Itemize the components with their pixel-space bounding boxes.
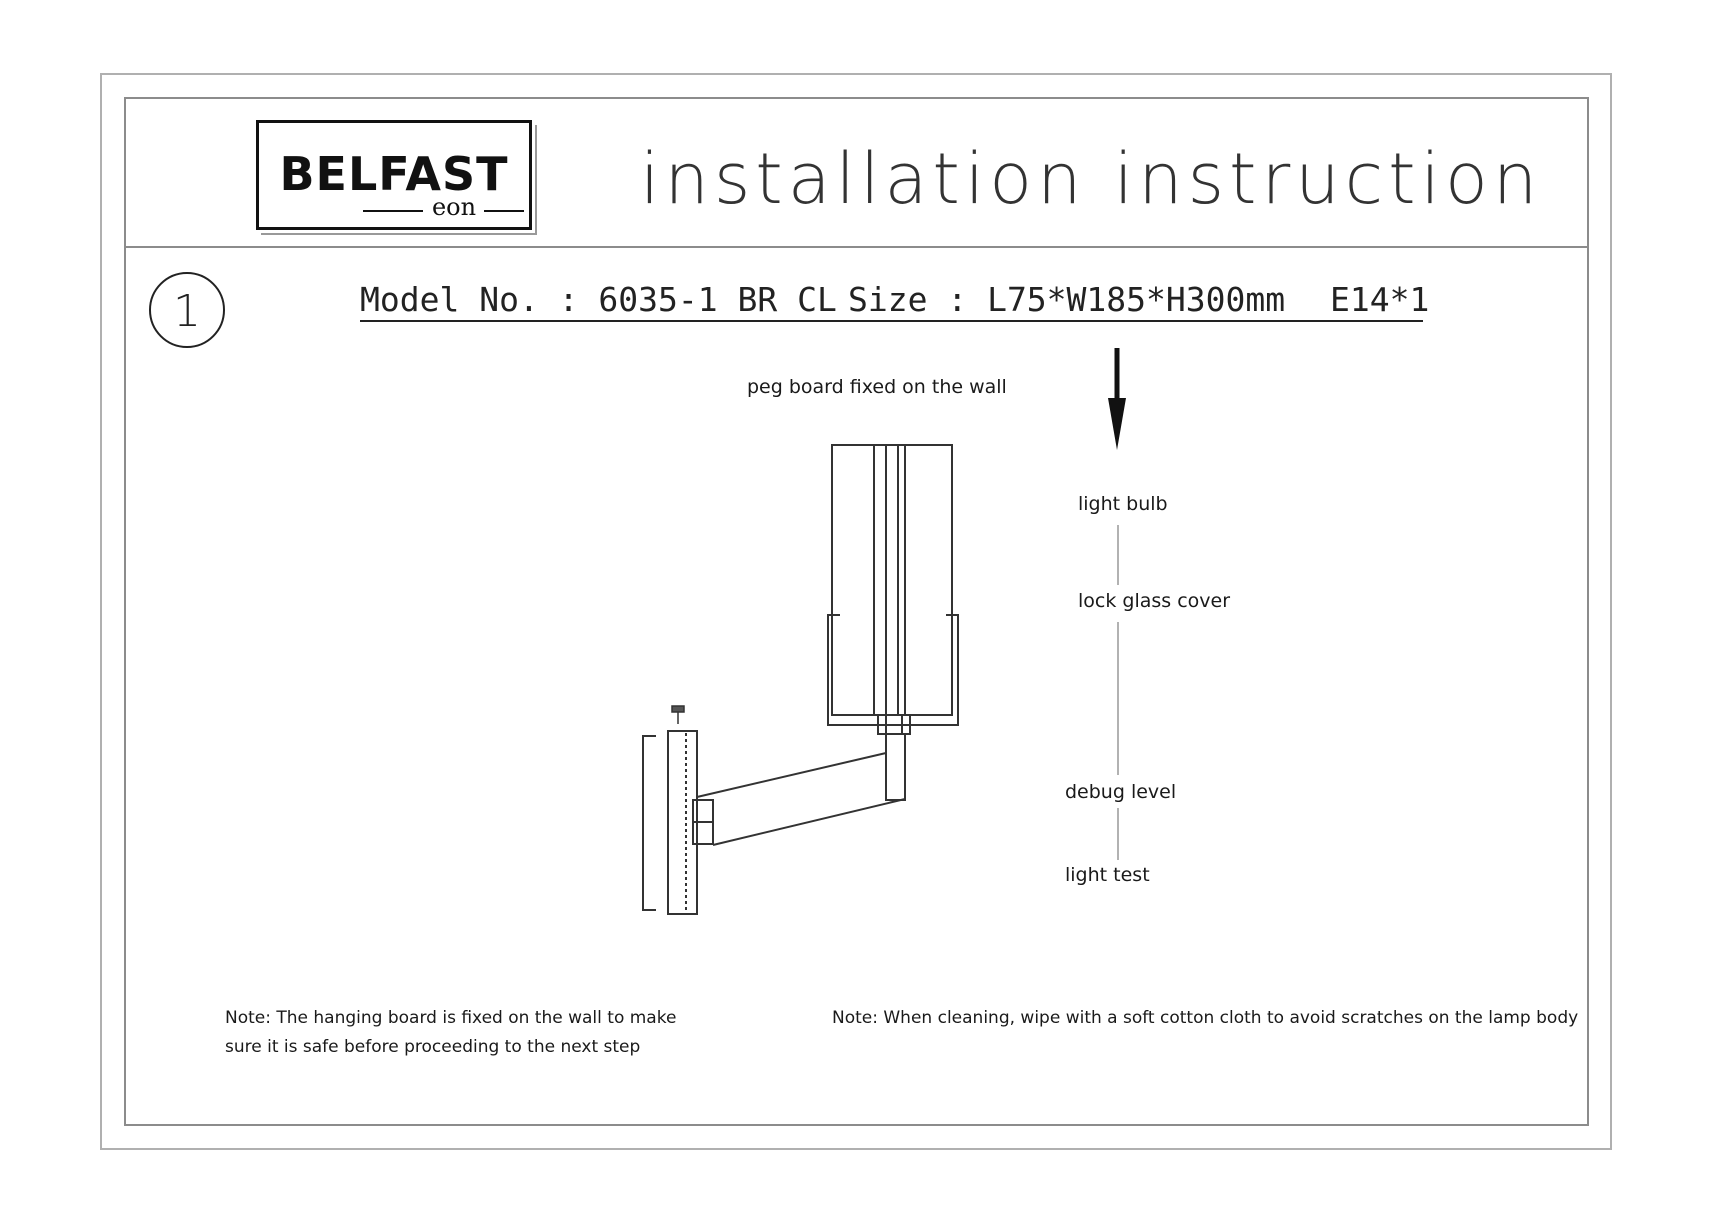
down-arrow-icon — [1108, 348, 1126, 450]
note-hanging-board — [225, 1004, 676, 1062]
note-cleaning: Note: When cleaning, wipe with a soft cotton cloth to avoid scratches on the lamp body — [832, 1008, 1579, 1028]
logo-brand-text: BELFAST — [279, 147, 509, 201]
glass-shade — [828, 445, 958, 725]
label-debug-level: debug level — [1065, 781, 1177, 803]
size-spec: Size : L75*W185*H300mm — [848, 280, 1286, 319]
model-number: Model No. : 6035-1 BR CL — [360, 280, 837, 319]
bulb-spec: E14*1 — [1330, 280, 1430, 319]
wall-bracket — [643, 731, 713, 914]
logo-sub-text: eon — [431, 193, 477, 221]
label-light-test: light test — [1065, 864, 1150, 886]
step-number: 1 — [173, 286, 201, 337]
note-hanging-board-line1: Note: The hanging board is fixed on the wall to make — [225, 1008, 677, 1028]
label-lock-glass-cover: lock glass cover — [1078, 590, 1231, 612]
lamp-arm — [697, 734, 905, 845]
note-hanging-board-line2: sure it is safe before proceeding to the next step — [225, 1037, 641, 1057]
label-peg-board: peg board fixed on the wall — [747, 376, 1007, 398]
screw-icon — [672, 706, 684, 724]
label-light-bulb: light bulb — [1078, 493, 1168, 515]
document-title: installation instruction — [640, 138, 1543, 220]
